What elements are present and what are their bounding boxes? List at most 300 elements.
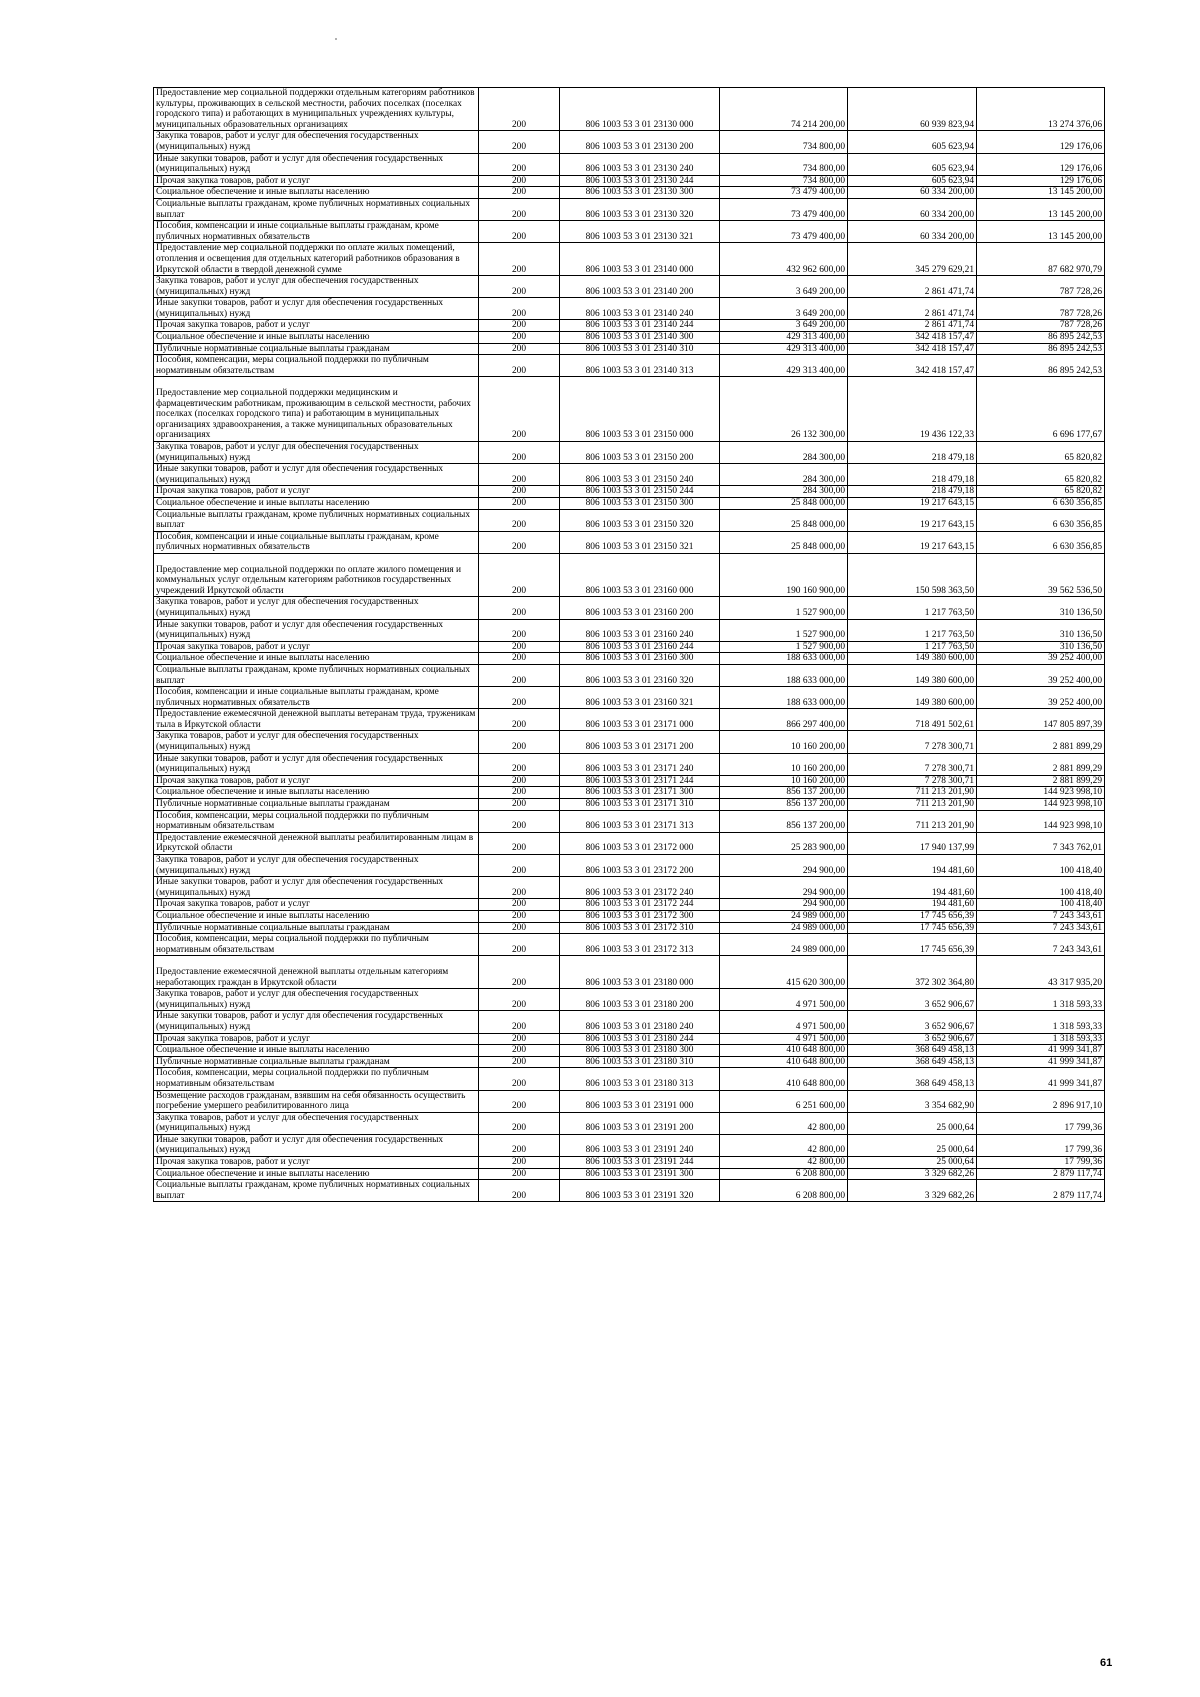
row-remaining: 129 176,06	[977, 175, 1105, 187]
row-remaining: 7 243 343,61	[977, 922, 1105, 934]
table-row	[154, 88, 1105, 131]
row-kbk: 806 1003 53 3 01 23150 200	[560, 442, 720, 464]
table-row	[154, 989, 1105, 1011]
row-kbk: 806 1003 53 3 01 23172 310	[560, 922, 720, 934]
row-kbk: 806 1003 53 3 01 23191 320	[560, 1180, 720, 1202]
row-name: Социальное обеспечение и иные выплаты населению	[154, 498, 479, 510]
row-name: Иные закупки товаров, работ и услуг для обеспечения государственных (муниципальных) нужд	[154, 877, 479, 899]
row-code: 200	[479, 1134, 560, 1156]
row-approved: 294 900,00	[720, 855, 848, 877]
row-executed: 3 652 906,67	[848, 1033, 977, 1045]
table-row	[154, 1090, 1105, 1112]
row-kbk: 806 1003 53 3 01 23160 000	[560, 553, 720, 596]
row-code: 200	[479, 799, 560, 811]
row-executed: 605 623,94	[848, 153, 977, 175]
row-executed: 194 481,60	[848, 855, 977, 877]
table-row	[154, 799, 1105, 811]
row-approved: 294 900,00	[720, 899, 848, 911]
row-kbk: 806 1003 53 3 01 23160 300	[560, 653, 720, 665]
row-remaining: 100 418,40	[977, 899, 1105, 911]
row-kbk: 806 1003 53 3 01 23140 313	[560, 355, 720, 377]
table-row	[154, 934, 1105, 956]
table-row	[154, 276, 1105, 298]
row-executed: 149 380 600,00	[848, 687, 977, 709]
table-row	[154, 198, 1105, 220]
row-remaining: 86 895 242,53	[977, 355, 1105, 377]
row-name: Публичные нормативные социальные выплаты гражданам	[154, 922, 479, 934]
table-row	[154, 553, 1105, 596]
row-executed: 7 278 300,71	[848, 753, 977, 775]
row-executed: 711 213 201,90	[848, 810, 977, 832]
row-remaining: 17 799,36	[977, 1134, 1105, 1156]
row-code: 200	[479, 855, 560, 877]
row-remaining: 39 252 400,00	[977, 687, 1105, 709]
row-name: Закупка товаров, работ и услуг для обеспечения государственных (муниципальных) нужд	[154, 855, 479, 877]
table-row	[154, 1056, 1105, 1068]
row-kbk: 806 1003 53 3 01 23180 300	[560, 1045, 720, 1057]
row-executed: 218 479,18	[848, 464, 977, 486]
table-row	[154, 343, 1105, 355]
table-row	[154, 298, 1105, 320]
row-remaining: 129 176,06	[977, 131, 1105, 153]
row-kbk: 806 1003 53 3 01 23130 200	[560, 131, 720, 153]
row-executed: 342 418 157,47	[848, 355, 977, 377]
row-name: Иные закупки товаров, работ и услуг для обеспечения государственных (муниципальных) нужд	[154, 298, 479, 320]
row-code: 200	[479, 989, 560, 1011]
table-row	[154, 486, 1105, 498]
row-approved: 410 648 800,00	[720, 1068, 848, 1090]
row-executed: 60 334 200,00	[848, 198, 977, 220]
row-remaining: 2 896 917,10	[977, 1090, 1105, 1112]
row-kbk: 806 1003 53 3 01 23160 240	[560, 619, 720, 641]
row-remaining: 86 895 242,53	[977, 343, 1105, 355]
table-row	[154, 653, 1105, 665]
row-name: Социальное обеспечение и иные выплаты населению	[154, 1168, 479, 1180]
row-approved: 188 633 000,00	[720, 664, 848, 686]
row-name: Закупка товаров, работ и услуг для обеспечения государственных (муниципальных) нужд	[154, 1112, 479, 1134]
table-row	[154, 1033, 1105, 1045]
row-kbk: 806 1003 53 3 01 23191 300	[560, 1168, 720, 1180]
row-executed: 1 217 763,50	[848, 619, 977, 641]
row-approved: 188 633 000,00	[720, 653, 848, 665]
row-remaining: 65 820,82	[977, 486, 1105, 498]
row-kbk: 806 1003 53 3 01 23180 240	[560, 1011, 720, 1033]
row-name: Предоставление ежемесячной денежной выплаты ветеранам труда, труженикам тыла в Иркутской области	[154, 709, 479, 731]
row-remaining: 7 343 762,01	[977, 832, 1105, 854]
row-kbk: 806 1003 53 3 01 23130 240	[560, 153, 720, 175]
row-executed: 372 302 364,80	[848, 956, 977, 989]
row-code: 200	[479, 377, 560, 442]
row-executed: 25 000,64	[848, 1112, 977, 1134]
row-kbk: 806 1003 53 3 01 23172 240	[560, 877, 720, 899]
row-kbk: 806 1003 53 3 01 23140 300	[560, 332, 720, 344]
row-approved: 734 800,00	[720, 153, 848, 175]
row-executed: 718 491 502,61	[848, 709, 977, 731]
row-name: Иные закупки товаров, работ и услуг для обеспечения государственных (муниципальных) нужд	[154, 464, 479, 486]
row-code: 200	[479, 298, 560, 320]
table-row	[154, 1168, 1105, 1180]
row-executed: 345 279 629,21	[848, 243, 977, 276]
row-name: Иные закупки товаров, работ и услуг для обеспечения государственных (муниципальных) нужд	[154, 1011, 479, 1033]
row-code: 200	[479, 221, 560, 243]
table-row	[154, 332, 1105, 344]
row-executed: 7 278 300,71	[848, 775, 977, 787]
row-kbk: 806 1003 53 3 01 23130 000	[560, 88, 720, 131]
row-name: Закупка товаров, работ и услуг для обеспечения государственных (муниципальных) нужд	[154, 731, 479, 753]
row-code: 200	[479, 899, 560, 911]
row-kbk: 806 1003 53 3 01 23150 320	[560, 509, 720, 531]
table-row	[154, 855, 1105, 877]
row-executed: 149 380 600,00	[848, 653, 977, 665]
row-approved: 10 160 200,00	[720, 753, 848, 775]
table-row	[154, 175, 1105, 187]
row-kbk: 806 1003 53 3 01 23160 244	[560, 641, 720, 653]
row-code: 200	[479, 731, 560, 753]
row-remaining: 1 318 593,33	[977, 989, 1105, 1011]
table-row	[154, 498, 1105, 510]
row-name: Социальное обеспечение и иные выплаты населению	[154, 910, 479, 922]
row-kbk: 806 1003 53 3 01 23191 000	[560, 1090, 720, 1112]
row-kbk: 806 1003 53 3 01 23180 000	[560, 956, 720, 989]
table-row	[154, 131, 1105, 153]
table-row	[154, 1180, 1105, 1202]
row-code: 200	[479, 1168, 560, 1180]
table-row	[154, 956, 1105, 989]
row-executed: 19 217 643,15	[848, 531, 977, 553]
row-code: 200	[479, 787, 560, 799]
row-code: 200	[479, 641, 560, 653]
row-code: 200	[479, 775, 560, 787]
row-kbk: 806 1003 53 3 01 23150 244	[560, 486, 720, 498]
row-remaining: 144 923 998,10	[977, 799, 1105, 811]
row-approved: 24 989 000,00	[720, 922, 848, 934]
row-approved: 25 848 000,00	[720, 509, 848, 531]
row-remaining: 41 999 341,87	[977, 1045, 1105, 1057]
table-row	[154, 509, 1105, 531]
row-code: 200	[479, 320, 560, 332]
row-kbk: 806 1003 53 3 01 23150 321	[560, 531, 720, 553]
row-kbk: 806 1003 53 3 01 23171 300	[560, 787, 720, 799]
row-name: Публичные нормативные социальные выплаты гражданам	[154, 343, 479, 355]
row-kbk: 806 1003 53 3 01 23130 320	[560, 198, 720, 220]
table-row	[154, 1068, 1105, 1090]
row-remaining: 100 418,40	[977, 877, 1105, 899]
row-name: Предоставление мер социальной поддержки по оплате жилого помещения и коммунальных услуг отдельным категориям работников государственных учреждений Иркутской области	[154, 553, 479, 596]
row-kbk: 806 1003 53 3 01 23191 240	[560, 1134, 720, 1156]
row-code: 200	[479, 355, 560, 377]
row-code: 200	[479, 343, 560, 355]
row-code: 200	[479, 653, 560, 665]
row-code: 200	[479, 198, 560, 220]
row-approved: 284 300,00	[720, 486, 848, 498]
row-remaining: 39 252 400,00	[977, 653, 1105, 665]
row-name: Предоставление мер социальной поддержки по оплате жилых помещений, отопления и освещения для отдельных категорий работников образования в Иркутской области в твердой денежной сумме	[154, 243, 479, 276]
row-name: Прочая закупка товаров, работ и услуг	[154, 486, 479, 498]
table-row	[154, 243, 1105, 276]
row-kbk: 806 1003 53 3 01 23191 244	[560, 1157, 720, 1169]
row-approved: 42 800,00	[720, 1112, 848, 1134]
row-approved: 294 900,00	[720, 877, 848, 899]
row-executed: 149 380 600,00	[848, 664, 977, 686]
row-name: Иные закупки товаров, работ и услуг для обеспечения государственных (муниципальных) нужд	[154, 1134, 479, 1156]
row-remaining: 787 728,26	[977, 320, 1105, 332]
row-name: Иные закупки товаров, работ и услуг для обеспечения государственных (муниципальных) нужд	[154, 619, 479, 641]
row-name: Предоставление ежемесячной денежной выплаты реабилитированным лицам в Иркутской области	[154, 832, 479, 854]
row-code: 200	[479, 709, 560, 731]
row-kbk: 806 1003 53 3 01 23171 200	[560, 731, 720, 753]
row-code: 200	[479, 664, 560, 686]
row-kbk: 806 1003 53 3 01 23171 244	[560, 775, 720, 787]
table-row	[154, 187, 1105, 199]
row-name: Прочая закупка товаров, работ и услуг	[154, 320, 479, 332]
row-remaining: 310 136,50	[977, 597, 1105, 619]
row-code: 200	[479, 131, 560, 153]
row-remaining: 147 805 897,39	[977, 709, 1105, 731]
row-kbk: 806 1003 53 3 01 23180 313	[560, 1068, 720, 1090]
row-kbk: 806 1003 53 3 01 23172 313	[560, 934, 720, 956]
row-approved: 73 479 400,00	[720, 187, 848, 199]
row-name: Пособия, компенсации, меры социальной поддержки по публичным нормативным обязательствам	[154, 1068, 479, 1090]
scan-speck	[335, 38, 337, 40]
row-remaining: 1 318 593,33	[977, 1033, 1105, 1045]
table-row	[154, 787, 1105, 799]
table-row	[154, 641, 1105, 653]
row-code: 200	[479, 910, 560, 922]
row-name: Социальное обеспечение и иные выплаты населению	[154, 653, 479, 665]
row-code: 200	[479, 832, 560, 854]
row-approved: 3 649 200,00	[720, 320, 848, 332]
row-remaining: 6 696 177,67	[977, 377, 1105, 442]
row-executed: 218 479,18	[848, 486, 977, 498]
row-remaining: 7 243 343,61	[977, 934, 1105, 956]
row-executed: 19 436 122,33	[848, 377, 977, 442]
row-name: Пособия, компенсации и иные социальные выплаты гражданам, кроме публичных нормативных обязательств	[154, 531, 479, 553]
row-name: Социальные выплаты гражданам, кроме публичных нормативных социальных выплат	[154, 1180, 479, 1202]
row-executed: 150 598 363,50	[848, 553, 977, 596]
row-approved: 432 962 600,00	[720, 243, 848, 276]
row-name: Пособия, компенсации и иные социальные выплаты гражданам, кроме публичных нормативных обязательств	[154, 221, 479, 243]
page-number: 61	[1100, 1657, 1113, 1669]
row-executed: 19 217 643,15	[848, 509, 977, 531]
table-row	[154, 464, 1105, 486]
table-row	[154, 922, 1105, 934]
row-executed: 17 745 656,39	[848, 910, 977, 922]
row-executed: 25 000,64	[848, 1134, 977, 1156]
row-approved: 429 313 400,00	[720, 343, 848, 355]
row-remaining: 144 923 998,10	[977, 787, 1105, 799]
row-approved: 284 300,00	[720, 464, 848, 486]
row-kbk: 806 1003 53 3 01 23150 240	[560, 464, 720, 486]
row-code: 200	[479, 1056, 560, 1068]
row-kbk: 806 1003 53 3 01 23171 310	[560, 799, 720, 811]
row-executed: 2 861 471,74	[848, 276, 977, 298]
table-row	[154, 320, 1105, 332]
row-name: Предоставление мер социальной поддержки отдельным категориям работников культуры, проживающих в сельской местности, рабочих поселках (поселках городского типа) и работающих в муниципальных учреждениях культуры, муниципальных образовательных организациях	[154, 88, 479, 131]
row-code: 200	[479, 922, 560, 934]
row-code: 200	[479, 1180, 560, 1202]
row-approved: 73 479 400,00	[720, 221, 848, 243]
row-executed: 3 652 906,67	[848, 1011, 977, 1033]
row-executed: 2 861 471,74	[848, 298, 977, 320]
row-remaining: 39 562 536,50	[977, 553, 1105, 596]
row-executed: 3 329 682,26	[848, 1180, 977, 1202]
table-row	[154, 1045, 1105, 1057]
row-executed: 3 354 682,90	[848, 1090, 977, 1112]
row-code: 200	[479, 1112, 560, 1134]
row-code: 200	[479, 877, 560, 899]
row-executed: 194 481,60	[848, 899, 977, 911]
row-approved: 42 800,00	[720, 1134, 848, 1156]
row-code: 200	[479, 1157, 560, 1169]
table-row	[154, 877, 1105, 899]
row-kbk: 806 1003 53 3 01 23172 000	[560, 832, 720, 854]
row-kbk: 806 1003 53 3 01 23172 300	[560, 910, 720, 922]
row-name: Закупка товаров, работ и услуг для обеспечения государственных (муниципальных) нужд	[154, 597, 479, 619]
row-name: Прочая закупка товаров, работ и услуг	[154, 641, 479, 653]
row-approved: 734 800,00	[720, 175, 848, 187]
row-executed: 711 213 201,90	[848, 787, 977, 799]
row-approved: 6 208 800,00	[720, 1180, 848, 1202]
row-approved: 4 971 500,00	[720, 1011, 848, 1033]
row-approved: 1 527 900,00	[720, 619, 848, 641]
row-kbk: 806 1003 53 3 01 23130 321	[560, 221, 720, 243]
row-kbk: 806 1003 53 3 01 23140 310	[560, 343, 720, 355]
table-row	[154, 442, 1105, 464]
row-code: 200	[479, 153, 560, 175]
row-executed: 605 623,94	[848, 175, 977, 187]
row-executed: 2 861 471,74	[848, 320, 977, 332]
table-row	[154, 810, 1105, 832]
row-approved: 10 160 200,00	[720, 775, 848, 787]
row-kbk: 806 1003 53 3 01 23140 000	[560, 243, 720, 276]
row-approved: 24 989 000,00	[720, 934, 848, 956]
row-kbk: 806 1003 53 3 01 23160 320	[560, 664, 720, 686]
row-remaining: 65 820,82	[977, 464, 1105, 486]
row-approved: 190 160 900,00	[720, 553, 848, 596]
row-approved: 410 648 800,00	[720, 1056, 848, 1068]
table-row	[154, 687, 1105, 709]
table-row	[154, 377, 1105, 442]
row-code: 200	[479, 934, 560, 956]
row-name: Возмещение расходов гражданам, взявшим на себя обязанность осуществить погребение умершего реабилитированного лица	[154, 1090, 479, 1112]
row-executed: 17 745 656,39	[848, 922, 977, 934]
row-executed: 368 649 458,13	[848, 1068, 977, 1090]
row-name: Закупка товаров, работ и услуг для обеспечения государственных (муниципальных) нужд	[154, 131, 479, 153]
row-code: 200	[479, 442, 560, 464]
row-kbk: 806 1003 53 3 01 23160 200	[560, 597, 720, 619]
row-executed: 1 217 763,50	[848, 641, 977, 653]
row-code: 200	[479, 464, 560, 486]
row-kbk: 806 1003 53 3 01 23150 300	[560, 498, 720, 510]
row-code: 200	[479, 88, 560, 131]
row-name: Прочая закупка товаров, работ и услуг	[154, 1157, 479, 1169]
row-name: Предоставление ежемесячной денежной выплаты отдельным категориям неработающих граждан в Иркутской области	[154, 956, 479, 989]
row-kbk: 806 1003 53 3 01 23172 244	[560, 899, 720, 911]
table-body	[154, 88, 1105, 1202]
row-code: 200	[479, 332, 560, 344]
row-name: Социальные выплаты гражданам, кроме публичных нормативных социальных выплат	[154, 664, 479, 686]
row-code: 200	[479, 486, 560, 498]
row-approved: 24 989 000,00	[720, 910, 848, 922]
row-approved: 415 620 300,00	[720, 956, 848, 989]
row-approved: 429 313 400,00	[720, 332, 848, 344]
row-executed: 1 217 763,50	[848, 597, 977, 619]
row-code: 200	[479, 810, 560, 832]
table-row	[154, 1157, 1105, 1169]
row-name: Пособия, компенсации, меры социальной поддержки по публичным нормативным обязательствам	[154, 934, 479, 956]
row-name: Закупка товаров, работ и услуг для обеспечения государственных (муниципальных) нужд	[154, 276, 479, 298]
table-row	[154, 1134, 1105, 1156]
row-approved: 74 214 200,00	[720, 88, 848, 131]
row-remaining: 43 317 935,20	[977, 956, 1105, 989]
table-row	[154, 153, 1105, 175]
row-kbk: 806 1003 53 3 01 23180 310	[560, 1056, 720, 1068]
row-approved: 10 160 200,00	[720, 731, 848, 753]
table-row	[154, 910, 1105, 922]
table-row	[154, 221, 1105, 243]
row-code: 200	[479, 1090, 560, 1112]
row-name: Иные закупки товаров, работ и услуг для обеспечения государственных (муниципальных) нужд	[154, 153, 479, 175]
row-name: Прочая закупка товаров, работ и услуг	[154, 1033, 479, 1045]
row-executed: 60 939 823,94	[848, 88, 977, 131]
table-row	[154, 619, 1105, 641]
row-approved: 25 848 000,00	[720, 531, 848, 553]
row-executed: 60 334 200,00	[848, 221, 977, 243]
table-row	[154, 531, 1105, 553]
row-remaining: 17 799,36	[977, 1112, 1105, 1134]
row-approved: 3 649 200,00	[720, 298, 848, 320]
row-name: Публичные нормативные социальные выплаты гражданам	[154, 1056, 479, 1068]
row-remaining: 129 176,06	[977, 153, 1105, 175]
table-row	[154, 709, 1105, 731]
row-code: 200	[479, 1068, 560, 1090]
row-approved: 4 971 500,00	[720, 1033, 848, 1045]
row-kbk: 806 1003 53 3 01 23180 244	[560, 1033, 720, 1045]
row-approved: 429 313 400,00	[720, 355, 848, 377]
row-name: Иные закупки товаров, работ и услуг для обеспечения государственных (муниципальных) нужд	[154, 753, 479, 775]
row-code: 200	[479, 619, 560, 641]
row-approved: 188 633 000,00	[720, 687, 848, 709]
row-name: Социальные выплаты гражданам, кроме публичных нормативных социальных выплат	[154, 509, 479, 531]
row-remaining: 310 136,50	[977, 619, 1105, 641]
row-remaining: 65 820,82	[977, 442, 1105, 464]
row-code: 200	[479, 553, 560, 596]
row-remaining: 2 879 117,74	[977, 1168, 1105, 1180]
row-code: 200	[479, 1033, 560, 1045]
row-code: 200	[479, 276, 560, 298]
row-executed: 7 278 300,71	[848, 731, 977, 753]
row-name: Закупка товаров, работ и услуг для обеспечения государственных (муниципальных) нужд	[154, 442, 479, 464]
row-name: Пособия, компенсации, меры социальной поддержки по публичным нормативным обязательствам	[154, 810, 479, 832]
table-row	[154, 664, 1105, 686]
row-code: 200	[479, 753, 560, 775]
row-remaining: 2 881 899,29	[977, 731, 1105, 753]
row-remaining: 100 418,40	[977, 855, 1105, 877]
table-row	[154, 355, 1105, 377]
row-executed: 368 649 458,13	[848, 1045, 977, 1057]
row-remaining: 41 999 341,87	[977, 1056, 1105, 1068]
row-remaining: 787 728,26	[977, 276, 1105, 298]
row-executed: 368 649 458,13	[848, 1056, 977, 1068]
row-kbk: 806 1003 53 3 01 23140 244	[560, 320, 720, 332]
row-name: Предоставление мер социальной поддержки медицинским и фармацевтическим работникам, проживающим в сельской местности, рабочих поселках (поселках городского типа) и работающим в муниципальных организациях здравоохранения, а также муниципальных образовательных организациях	[154, 377, 479, 442]
row-remaining: 2 881 899,29	[977, 775, 1105, 787]
row-name: Социальное обеспечение и иные выплаты населению	[154, 187, 479, 199]
row-code: 200	[479, 1011, 560, 1033]
table-row	[154, 753, 1105, 775]
row-executed: 218 479,18	[848, 442, 977, 464]
row-approved: 25 283 900,00	[720, 832, 848, 854]
